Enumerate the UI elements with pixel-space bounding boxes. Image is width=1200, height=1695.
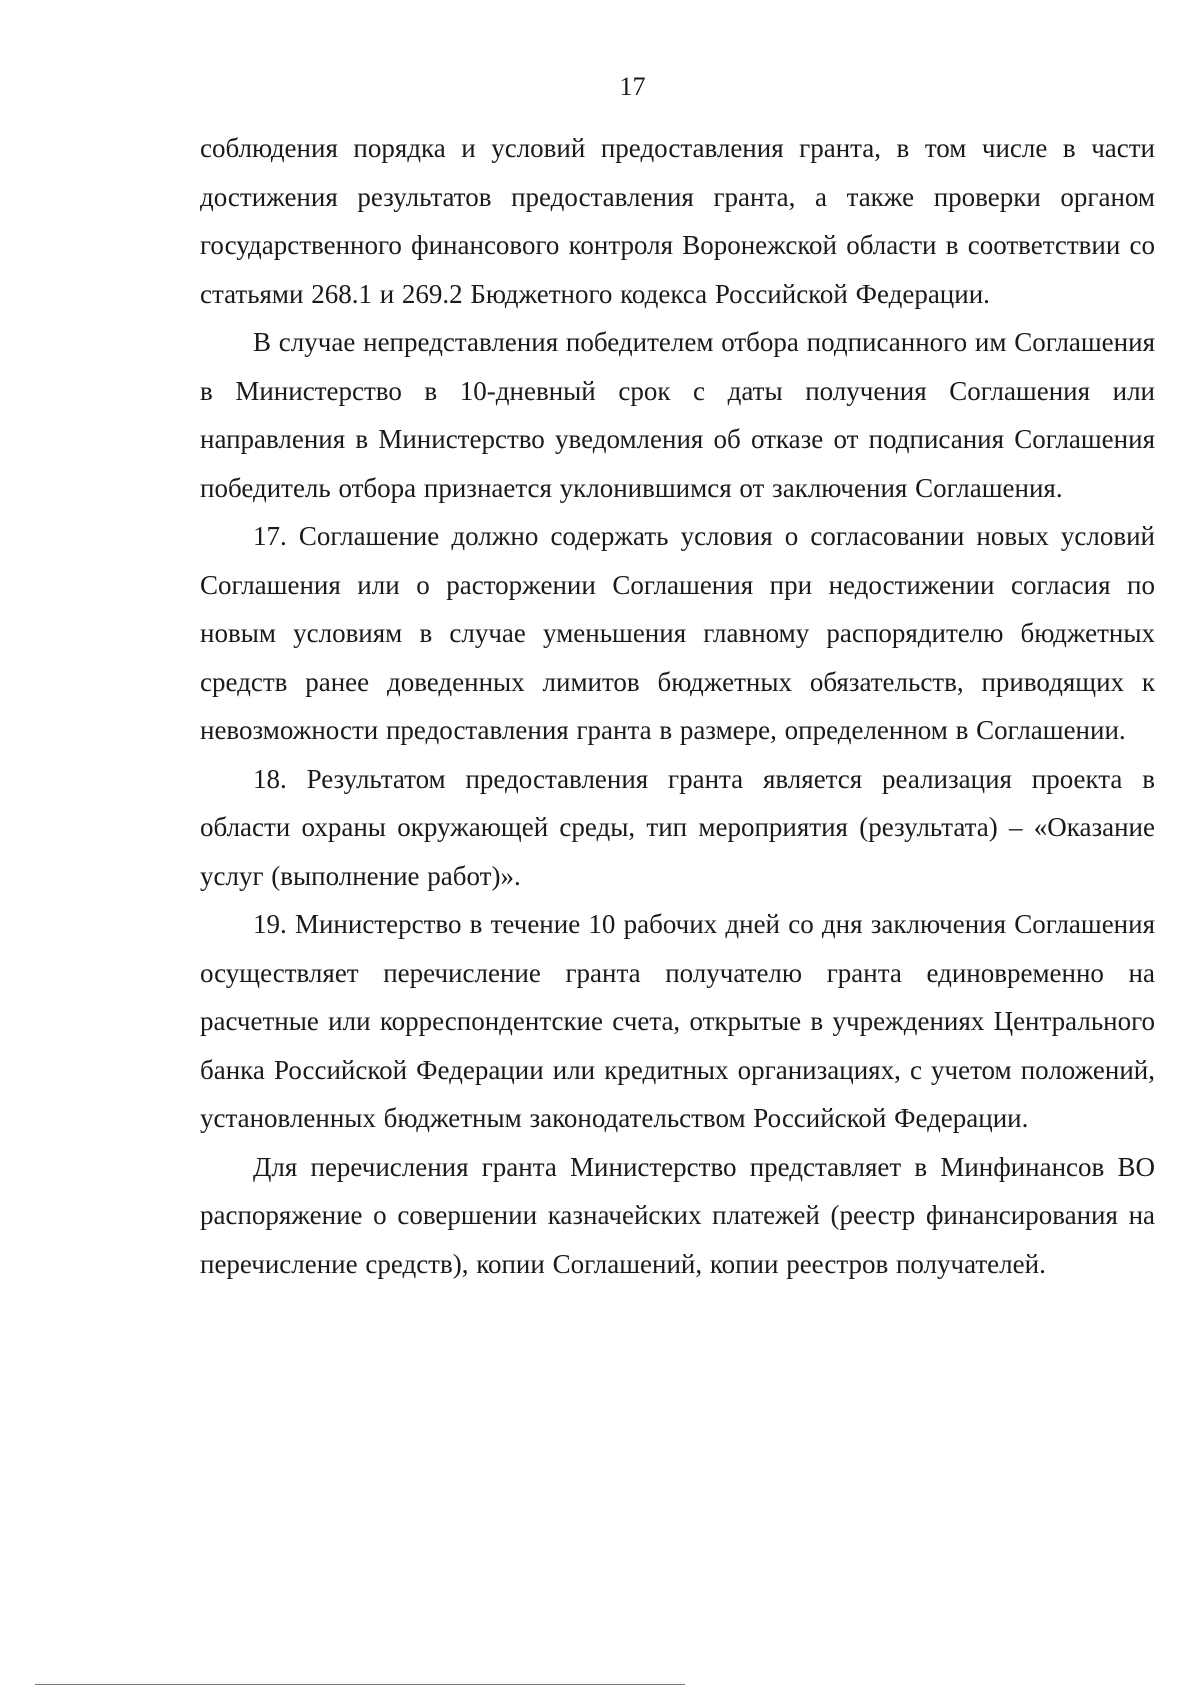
paragraph-clause-19: 19. Министерство в течение 10 рабочих дней со дня заключения Соглашения осуществляет перечисление гранта получателю гранта единовременно на расчетные или корреспондентские счета, открытые в учреждениях Центрального банка Российской Федерации или кредитных организациях, с учетом положений, установленных бюджетным законодательством Российской Федерации. bbox=[200, 909, 1155, 1133]
paragraph-non-submission: В случае непредставления победителем отбора подписанного им Соглашения в Министерство в 10-дневный срок с даты получения Соглашения или направления в Министерство уведомления об отказе от подписания Соглашения победитель отбора признается уклонившимся от заключения Соглашения. bbox=[200, 327, 1155, 503]
paragraph-clause-17: 17. Соглашение должно содержать условия о согласовании новых условий Соглашения или о расторжении Соглашения при недостижении согласия по новым условиям в случае уменьшения главному распорядителю бюджетных средств ранее доведенных лимитов бюджетных обязательств, приводящих к невозможности предоставления гранта в размере, определенном в Соглашении. bbox=[200, 521, 1155, 745]
bottom-scan-line bbox=[35, 1684, 685, 1685]
paragraph-clause-18: 18. Результатом предоставления гранта является реализация проекта в области охраны окружающей среды, тип мероприятия (результата) – «Оказание услуг (выполнение работ)». bbox=[200, 763, 1155, 891]
document-body bbox=[200, 124, 1155, 1288]
page-number: 17 bbox=[619, 72, 646, 101]
paragraph-grant-transfer: Для перечисления гранта Министерство представляет в Минфинансов ВО распоряжение о совершении казначейских платежей (реестр финансирования на перечисление средств), копии Соглашений, копии реестров получателей. bbox=[200, 1151, 1155, 1279]
paragraph-continuation: соблюдения порядка и условий предоставления гранта, в том числе в части достижения результатов предоставления гранта, а также проверки органом государственного финансового контроля Воронежской области в соответствии со статьями 268.1 и 269.2 Бюджетного кодекса Российской Федерации. bbox=[200, 133, 1155, 309]
